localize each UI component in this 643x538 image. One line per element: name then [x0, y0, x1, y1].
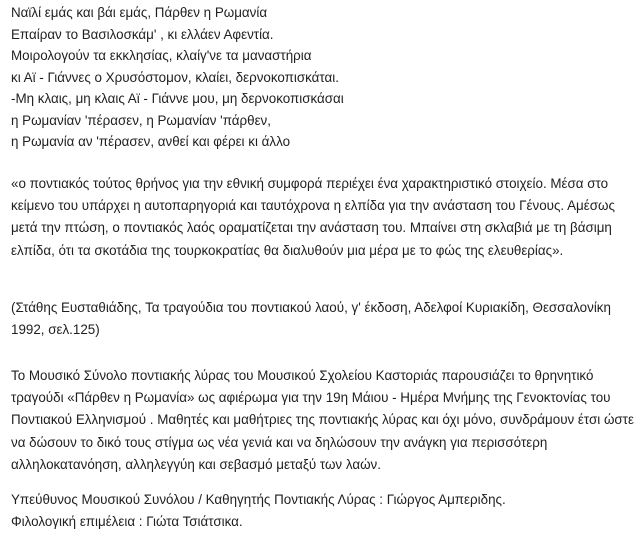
quote-paragraph: «ο ποντιακός τούτος θρήνος για την εθνική συμφορά περιέχει ένα χαρακτηριστικό στοιχείο. Μέσα στο κείμενο του υπάρχει η αυτοπαρηγοριά και ταυτόχρονα η ελπίδα για την ανάσταση του Γένους. Αμέσως μετά την πτώση, ο ποντιακός λαός οραματίζεται την ανάσταση του. Μπαίνει στη σκλαβιά με τη βάσιμη ελπίδα, ότι τα σκοτάδια της τουρκοκρατίας θα διαλυθούν μια μέρα με το φώς της ελευθερίας».: [11, 176, 615, 258]
ensemble-description: Το Μουσικό Σύνολο ποντιακής λύρας του Μουσικού Σχολείου Καστοριάς παρουσιάζει το θρηνητικό τραγούδι «Πάρθεν η Ρωμανία» ως αφιέρωμα για την 19η Μάιου - Ημέρα Μνήμης της Γενοκτονίας του Ποντιακού Ελληνισμού . Μαθητές και μαθήτριες της ποντιακής λύρας και όχι μόνο, συνδράμουν έτσι ώστε να δώσουν το δικό τους στίγμα ως νέα γενιά και να δηλώσουν την ανάγκη για περισσότερη αλληλοκατανόηση, αλληλεγγύη και σεβασμό μεταξύ των λαών.: [11, 368, 634, 472]
poem-line-4: κι Αϊ - Γιάννες ο Χρυσόστομον, κλαίει, δερνοκοπισκάται.: [11, 69, 339, 85]
poem-line-7: η Ρωμανία αν 'πέρασεν, ανθεί και φέρει κι άλλο: [11, 134, 291, 149]
credit-director: Υπεύθυνος Μουσικού Συνόλου / Καθηγητής Ποντιακής Λύρας : Γιώργος Αμπεριδης.: [11, 492, 506, 507]
poem-verses: [11, 2, 344, 153]
poem-line-5: -Μη κλαις, μη κλαις Αϊ - Γιάννε μου, μη δερνοκοπισκάσαι: [11, 91, 344, 106]
credits: [11, 489, 637, 533]
poem-line-6: η Ρωμανίαν 'πέρασεν, η Ρωμανίαν 'πάρθεν,: [11, 112, 271, 128]
poem-line-1: Ναϊλί εμάς και βάι εμάς, Πάρθεν η Ρωμανία: [11, 5, 268, 20]
poem-line-3: Μοιρολογούν τα εκκλησίας, κλαίγ'νε τα μαναστήρια: [11, 48, 312, 63]
poem-line-2: Επαίραν το Βασιλοσκάμ' , κι ελλάεν Αφεντία.: [11, 26, 274, 42]
credit-editing: Φιλολογική επιμέλεια : Γιώτα Τσιάτσικα.: [11, 514, 243, 530]
citation-paragraph: (Στάθης Ευσταθιάδης, Τα τραγούδια του ποντιακού λαού, γ' έκδοση, Αδελφοί Κυριακίδη, Θεσσαλονίκη 1992, σελ.125): [11, 300, 611, 338]
